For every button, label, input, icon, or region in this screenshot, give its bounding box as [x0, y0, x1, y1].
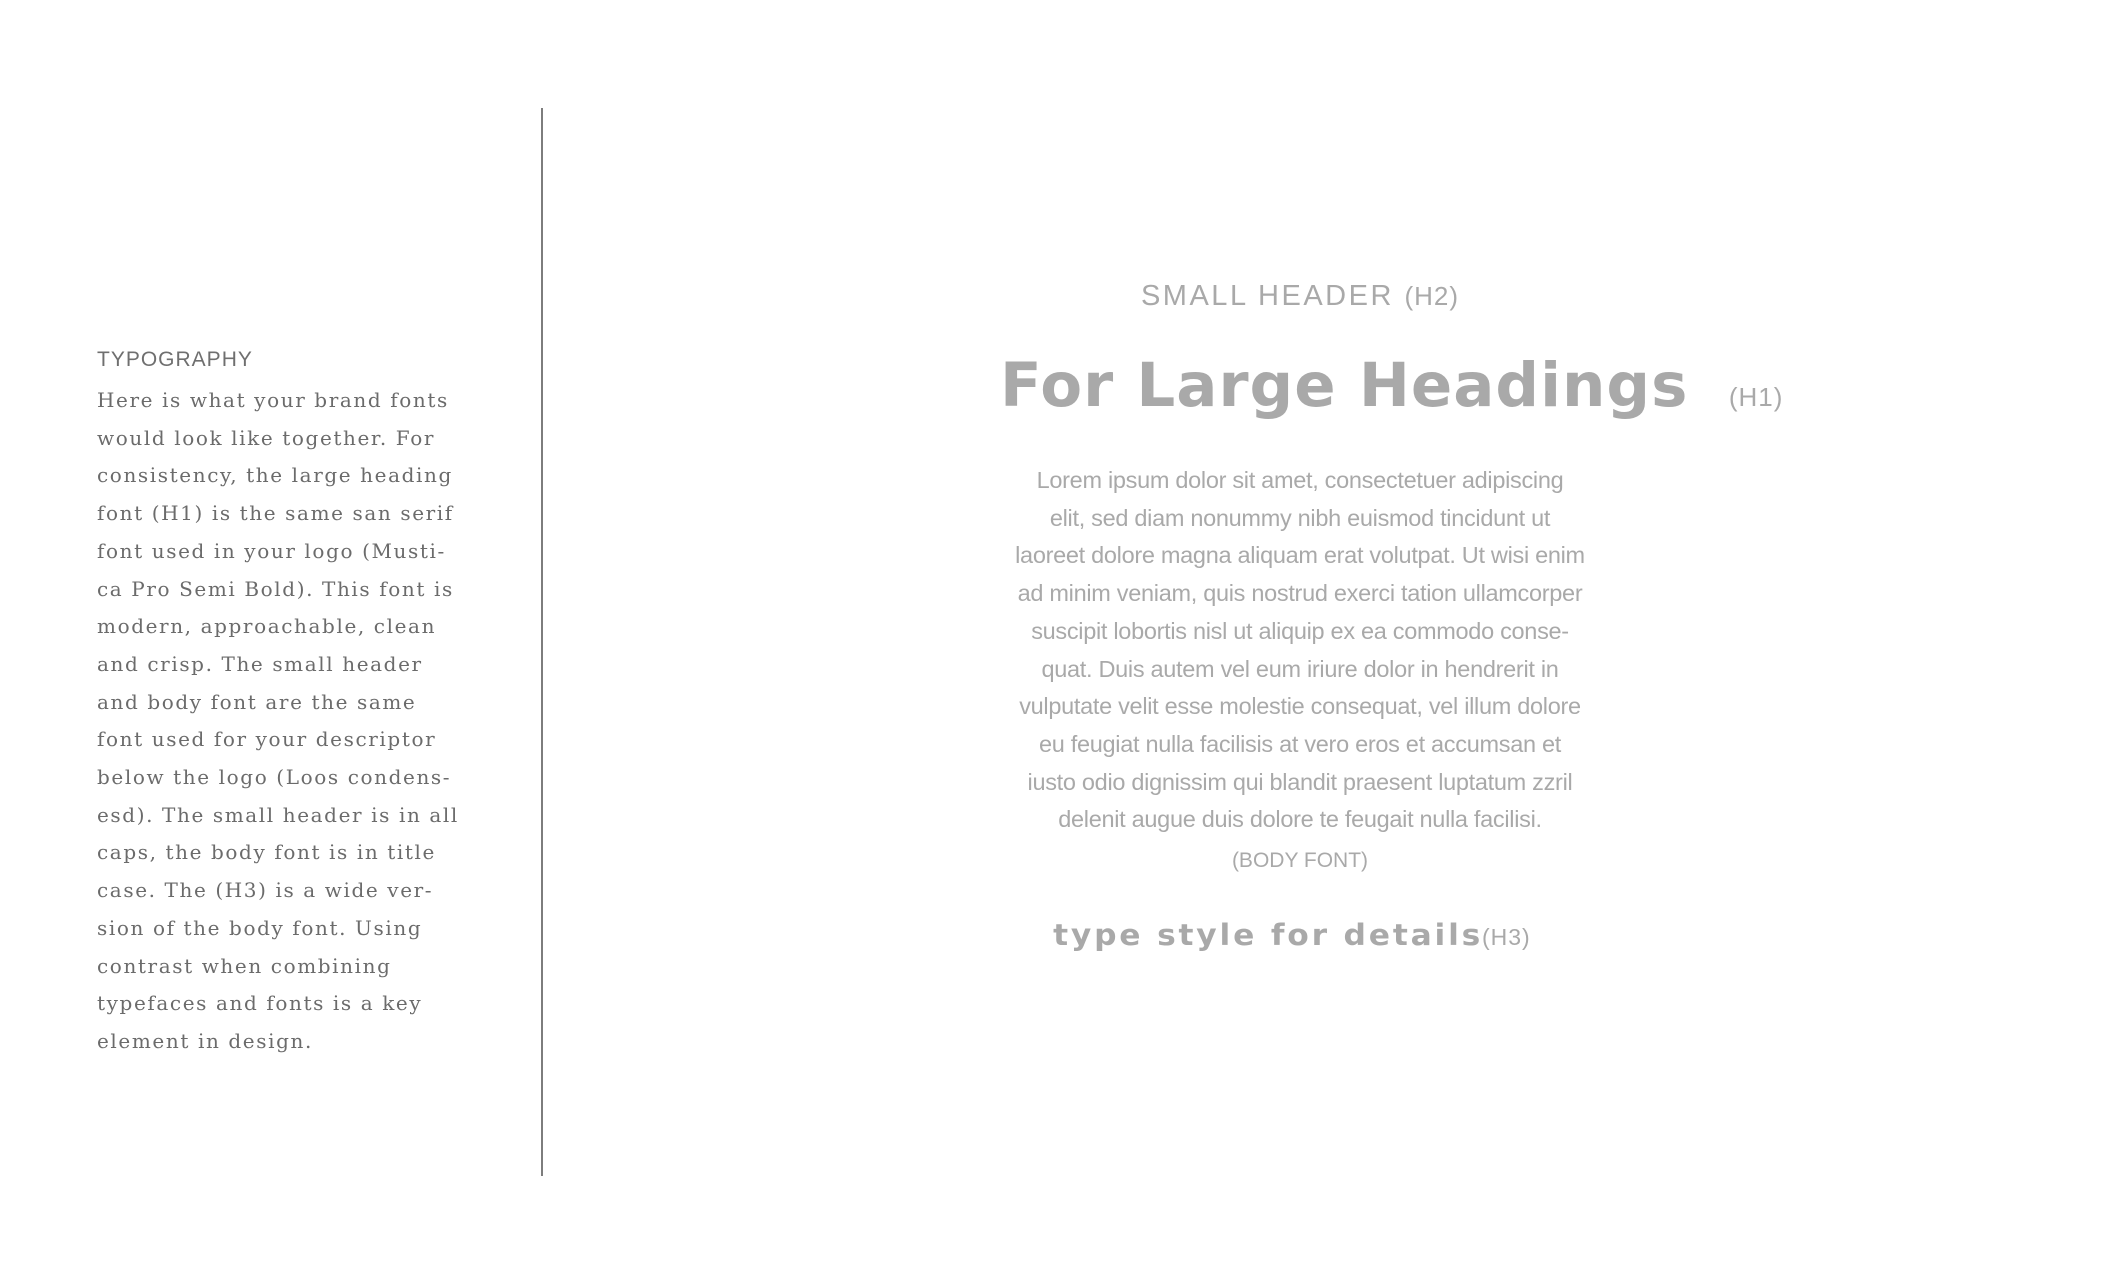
- description-line: contrast when combining: [97, 953, 392, 978]
- description-line: below the logo (Loos condens-: [97, 765, 452, 790]
- typography-description-panel: [97, 346, 487, 1061]
- description-line: sion of the body font. Using: [97, 915, 423, 940]
- body-line: ad minim veniam, quis nostrud exerci tation ullamcorper: [1017, 580, 1583, 607]
- body-font-tag: (BODY FONT): [1231, 849, 1369, 872]
- h2-tag: (H2): [1404, 281, 1460, 311]
- description-line: modern, approachable, clean: [97, 614, 437, 639]
- h3-sample-text: type style for details: [1053, 918, 1484, 952]
- description-line: ca Pro Semi Bold). This font is: [97, 576, 454, 601]
- body-line: delenit augue duis dolore te feugait nulla facilisi.: [1058, 806, 1542, 833]
- description-line: and body font are the same: [97, 689, 417, 714]
- body-specimen: [980, 462, 1620, 839]
- h1-sample-text: For Large Headings: [1000, 350, 1689, 421]
- section-label: TYPOGRAPHY: [97, 348, 253, 371]
- body-line: laoreet dolore magna aliquam erat volutpat. Ut wisi enim: [1015, 542, 1585, 569]
- body-line: vulputate velit esse molestie consequat, vel illum dolore: [1019, 693, 1581, 720]
- description-line: case. The (H3) is a wide ver-: [97, 878, 434, 903]
- h3-specimen: [1000, 918, 1600, 952]
- description-line: element in design.: [97, 1028, 313, 1053]
- description-line: esd). The small header is in all: [97, 802, 459, 827]
- description-line: font used for your descriptor: [97, 727, 437, 752]
- h1-specimen: [1000, 346, 1784, 426]
- typography-description: [97, 382, 487, 1061]
- description-line: and crisp. The small header: [97, 651, 423, 676]
- h3-tag: (H3): [1481, 924, 1531, 950]
- description-line: consistency, the large heading: [97, 463, 453, 488]
- body-line: iusto odio dignissim qui blandit praesent luptatum zzril: [1027, 768, 1573, 795]
- body-line: Lorem ipsum dolor sit amet, consectetuer adipiscing: [1036, 467, 1564, 493]
- description-line: would look like together. For: [97, 425, 435, 450]
- body-line: elit, sed diam nonummy nibh euismod tincidunt ut: [1049, 504, 1551, 531]
- description-line: caps, the body font is in title: [97, 840, 436, 865]
- h2-sample-text: SMALL HEADER: [1140, 280, 1394, 312]
- description-line: typefaces and fonts is a key: [97, 991, 423, 1016]
- vertical-divider: [541, 108, 543, 1176]
- body-line: eu feugiat nulla facilisis at vero eros et accumsan et: [1039, 730, 1561, 757]
- body-line: quat. Duis autem vel eum iriure dolor in hendrerit in: [1041, 655, 1559, 682]
- description-line: font used in your logo (Musti-: [97, 538, 446, 563]
- body-line: suscipit lobortis nisl ut aliquip ex ea commodo conse-: [1031, 617, 1569, 644]
- h2-specimen: [900, 278, 1700, 314]
- description-line: font (H1) is the same san serif: [97, 501, 454, 526]
- description-line: Here is what your brand fonts: [97, 388, 449, 412]
- h1-tag: (H1): [1728, 382, 1784, 412]
